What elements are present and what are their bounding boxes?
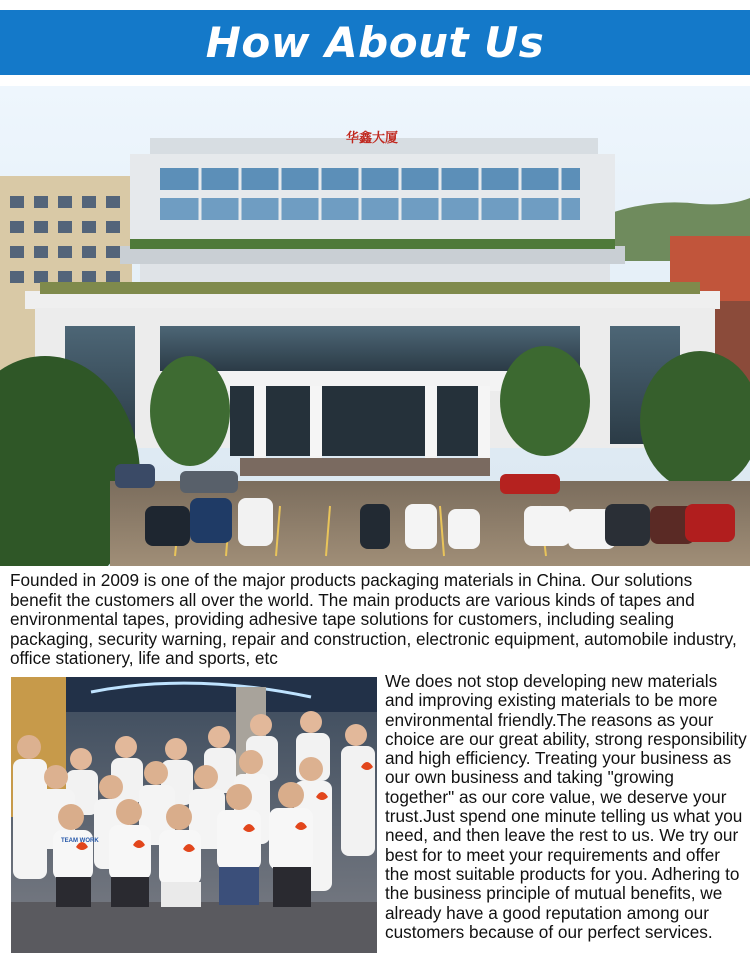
header-banner (0, 10, 750, 75)
building-sign-text: 华鑫大厦 (345, 131, 399, 146)
team-group-photo (11, 677, 377, 953)
company-building-photo (0, 86, 750, 566)
team-shirt-text: TEAM WORK (61, 838, 99, 844)
company-values-paragraph: We does not stop developing new materials and improving existing materials to be more environmental friendly.The reasons as your choice are our great ability, strong responsibility and high efficiency. Treating your business as our own business and taking "growing together" as our core value, we deserve your trust.Just spend one minute telling us what you need, and then leave the rest to us. We try our best for to meet your requirements and offer the most suitable products for you. Adhering to the business principle of mutual benefits, we already have a good reputation among our customers because of our perfect services. (385, 671, 747, 942)
page-title: How About Us (205, 18, 545, 67)
company-intro-paragraph: Founded in 2009 is one of the major products packaging materials in China. Our solutions benefit the customers all over the world. The main products are various kinds of tapes and environmental tapes, providing adhesive tape solutions for customers, including sealing packaging, security warning, repair and construction, electronic equipment, automobile industry, office stationery, life and sports, etc (10, 570, 737, 669)
